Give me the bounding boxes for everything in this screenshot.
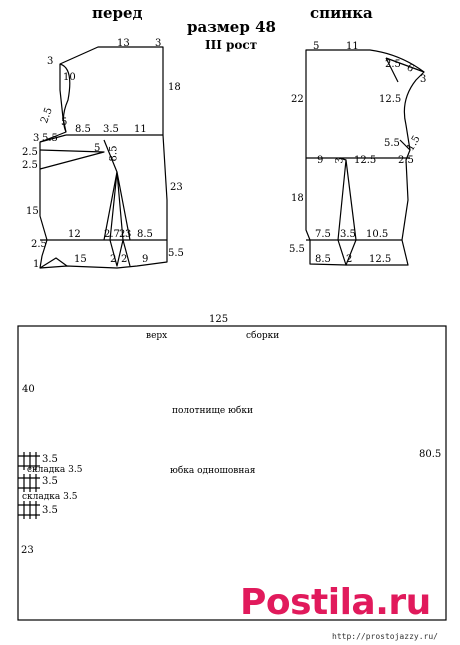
size-title: размер 48 <box>187 18 276 36</box>
back-dim: 5 <box>313 41 320 52</box>
front-dim: 8.5 <box>108 145 120 162</box>
pleat-value: 3.5 <box>42 505 58 516</box>
back-dim: 5.5 <box>289 244 305 255</box>
front-dim: 8.5 <box>75 124 91 135</box>
front-dim: 23 <box>170 182 183 193</box>
front-title: перед <box>92 4 143 22</box>
skirt-bottom-height: 23 <box>21 545 34 556</box>
skirt-top-label: верх <box>146 331 168 341</box>
front-dim: 3 <box>125 229 132 240</box>
back-dim: 12.5 <box>369 254 392 265</box>
skirt-gathers-label: сборки <box>246 331 280 341</box>
front-dim: 2 <box>121 254 128 265</box>
front-dim: 1 <box>33 259 40 270</box>
front-dim: 15 <box>26 206 39 217</box>
back-dim: 12.5 <box>379 94 402 105</box>
front-dim: 5 <box>61 117 68 128</box>
front-dim: 2.5 <box>22 160 38 171</box>
front-dim: 18 <box>168 82 181 93</box>
back-dim: 3.5 <box>340 229 356 240</box>
watermark-url: http://prostojazzy.ru/ <box>332 632 438 641</box>
back-dim: 18 <box>291 193 304 204</box>
pleat-value: 3.5 <box>42 454 58 465</box>
skirt-left-height: 40 <box>22 384 35 395</box>
front-dim: 2 <box>110 254 117 265</box>
back-dim: 5.5 <box>384 138 400 149</box>
front-dim: 2.5 <box>31 239 47 250</box>
front-dim: 3 <box>33 133 40 144</box>
front-dim: 5.5 <box>168 248 184 259</box>
back-dim: 12.5 <box>354 155 377 166</box>
front-dim: 3.5 <box>103 124 119 135</box>
pleat-value: 3.5 <box>42 476 58 487</box>
watermark-brand: Postila.ru <box>240 582 431 623</box>
front-dim: 5 <box>94 143 101 154</box>
front-dim: 10 <box>63 72 76 83</box>
back-dim: 2 <box>346 254 353 265</box>
front-dim: 5.5 <box>42 133 58 144</box>
back-dim: 1.5 <box>405 133 423 154</box>
back-waist-dart <box>338 158 356 240</box>
skirt-right-height: 80.5 <box>419 449 442 460</box>
skirt-width: 125 <box>209 314 229 325</box>
front-dim: 2.5 <box>22 147 38 158</box>
back-dim: 3 <box>420 74 427 85</box>
front-dim: 13 <box>117 38 130 49</box>
back-dim: 8.5 <box>315 254 331 265</box>
back-dim: 3 <box>334 157 346 164</box>
pleat-markers <box>18 452 40 519</box>
back-dim: 9 <box>317 155 324 166</box>
front-dim: 2.5 <box>39 106 55 125</box>
back-title: спинка <box>310 4 373 22</box>
skirt-type-label: юбка одношовная <box>170 466 256 476</box>
back-dim: 6 <box>404 62 416 75</box>
front-dim: 3 <box>47 56 54 67</box>
back-dim: 2.5 <box>398 155 414 166</box>
height-title: III рост <box>205 38 258 52</box>
front-dim: 9 <box>142 254 149 265</box>
skirt-panel-label: полотнище юбки <box>172 406 253 416</box>
front-dim: 2 <box>119 229 126 240</box>
front-dim: 11 <box>134 124 147 135</box>
back-dim: 7.5 <box>315 229 331 240</box>
front-dim: 12 <box>68 229 81 240</box>
back-dim: 10.5 <box>366 229 389 240</box>
pleat-label: складка 3.5 <box>22 492 78 502</box>
front-dim: 2.7 <box>104 229 120 240</box>
back-dim: 22 <box>291 94 304 105</box>
back-dim: 11 <box>346 41 359 52</box>
pleat-label: складка 3.5 <box>27 465 83 475</box>
front-dim: 15 <box>74 254 87 265</box>
back-dim: 2.5 <box>385 59 401 70</box>
front-dim: 8.5 <box>137 229 153 240</box>
front-dim: 3 <box>155 38 162 49</box>
